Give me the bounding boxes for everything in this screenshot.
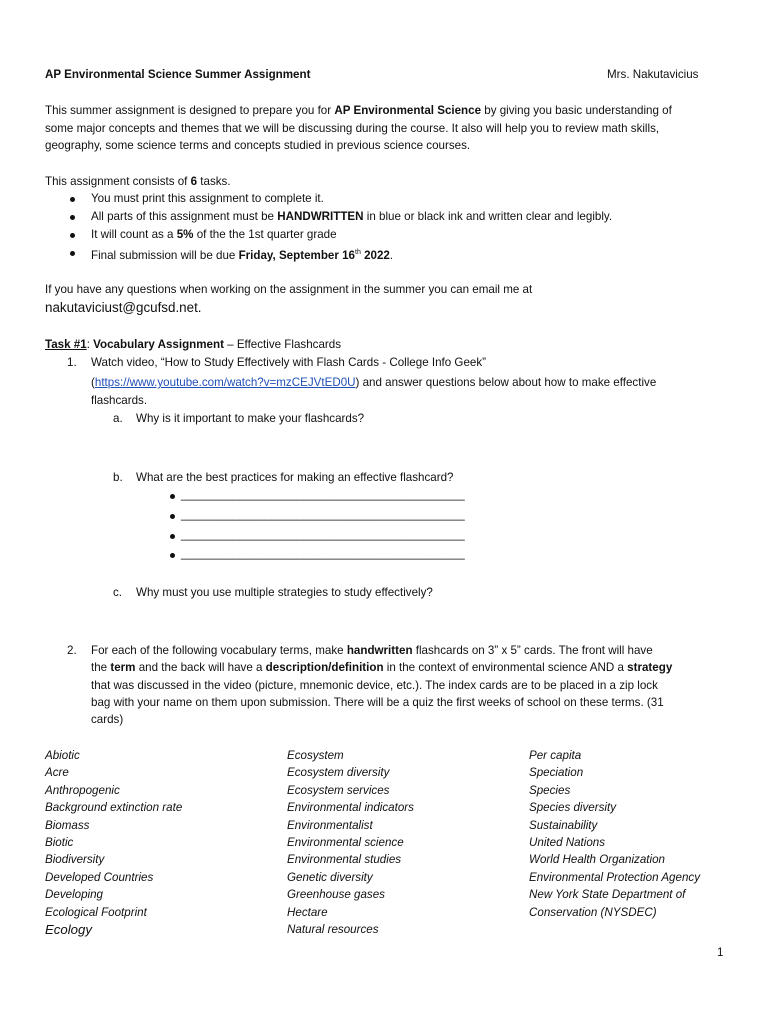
item2-line-2: [91, 659, 672, 677]
bullet-icon: [70, 215, 75, 220]
bullet-text: It will count as a: [91, 228, 177, 241]
vocab-term: Ecosystem services: [287, 783, 390, 797]
vocab-term: Environmental indicators: [287, 801, 414, 815]
intro-text: by giving you basic understanding of: [481, 104, 672, 117]
vocab-term: Ecology: [45, 921, 92, 937]
vocab-term: United Nations: [529, 835, 606, 849]
vocab-term: Ecological Footprint: [45, 905, 147, 919]
vocab-term: Developed Countries: [45, 870, 154, 884]
paren: (: [91, 376, 95, 389]
vocab-term: Environmental studies: [287, 853, 402, 867]
tasks-text: tasks.: [197, 175, 231, 188]
bullet-print: You must print this assignment to complete it.: [91, 192, 324, 205]
item2-line-1: [91, 642, 653, 660]
item1-number: 1.: [67, 356, 77, 369]
vocab-term: Environmentalist: [287, 818, 373, 832]
item2-emphasis: term: [110, 661, 136, 674]
vocab-term: Hectare: [287, 905, 328, 919]
bullet-icon: [170, 534, 175, 539]
bullet-due-date: [91, 244, 393, 264]
task1-heading: [45, 336, 341, 354]
item2-line-3: that was discussed in the video (picture, mnemonic device, etc.). The index cards are to be placed in a zip lock: [91, 679, 658, 692]
item2-number: 2.: [67, 644, 77, 657]
answer-blank-4[interactable]: ____________________________________________: [181, 547, 465, 560]
item2-line-5: cards): [91, 713, 124, 726]
vocab-column-1: [45, 747, 182, 938]
vocab-term: Conservation (NYSDEC): [529, 905, 657, 919]
question-c: Why must you use multiple strategies to study effectively?: [136, 586, 433, 599]
item1-line-2: [91, 374, 656, 392]
teacher-name: Mrs. Nakutavicius: [607, 68, 699, 81]
bullet-text: Final submission will be due: [91, 248, 239, 262]
vocab-term: Per capita: [529, 749, 582, 762]
item2-text: the: [91, 661, 111, 674]
question-a-label: a.: [113, 412, 123, 425]
bullet-icon: [170, 494, 175, 499]
vocab-term: Abiotic: [45, 749, 80, 762]
bullet-text: in blue or black ink and written clear and legibly.: [363, 210, 613, 223]
vocab-term: Genetic diversity: [287, 870, 373, 884]
intro-line-2: some major concepts and themes that we will be discussing during the course. It also will help you to review math skills,: [45, 122, 660, 135]
teacher-email[interactable]: nakutaviciust@gcufsd.net.: [45, 300, 202, 315]
bullet-handwritten: [91, 208, 612, 226]
intro-line-3: geography, some science terms and concepts studied in previous science courses.: [45, 139, 471, 152]
answer-blank-2[interactable]: ____________________________________________: [181, 508, 465, 521]
bullet-icon: [170, 514, 175, 519]
item2-emphasis: strategy: [627, 661, 673, 674]
item2-text: flashcards on 3” x 5” cards. The front will have: [412, 644, 653, 657]
item1-line-1: Watch video, “How to Study Effectively with Flash Cards - College Info Geek”: [91, 356, 486, 369]
question-b-label: b.: [113, 471, 123, 484]
item2-text: For each of the following vocabulary terms, make: [91, 644, 347, 657]
bullet-grade: [91, 226, 337, 244]
page-number: 1: [717, 946, 724, 959]
vocab-column-2: [287, 747, 414, 938]
vocab-term: Natural resources: [287, 922, 379, 936]
question-c-label: c.: [113, 586, 123, 599]
item2-emphasis: handwritten: [346, 644, 413, 657]
vocab-term: Environmental science: [287, 835, 404, 849]
bullet-emphasis: HANDWRITTEN: [277, 210, 364, 223]
vocab-term: Background extinction rate: [45, 801, 183, 815]
task-label: Task #1: [45, 338, 87, 351]
due-date: Friday, September 16: [238, 248, 355, 262]
tasks-count: [45, 173, 231, 191]
vocab-term: New York State Department of: [529, 888, 686, 902]
bullet-text: .: [389, 248, 394, 262]
vocab-term: Biotic: [45, 835, 74, 849]
item2-text: in the context of environmental science AND a: [383, 661, 628, 674]
course-name: AP Environmental Science: [334, 104, 482, 117]
item2-line-4: bag with your name on them upon submission. There will be a quiz the first weeks of school on these terms. (31: [91, 696, 664, 709]
due-date-suffix: th: [355, 249, 361, 256]
video-link[interactable]: https://www.youtube.com/watch?v=mzCEJVtED0U: [94, 376, 356, 389]
bullet-icon: [70, 233, 75, 238]
vocab-term: Acre: [45, 766, 69, 780]
answer-blank-1[interactable]: ____________________________________________: [181, 488, 465, 501]
bullet-icon: [170, 553, 175, 558]
bullet-text: of the the 1st quarter grade: [193, 228, 337, 241]
tasks-number: 6: [190, 175, 198, 188]
intro-text: This summer assignment is designed to prepare you for: [45, 104, 335, 117]
item1-line-3: flashcards.: [91, 394, 148, 407]
bullet-text: All parts of this assignment must be: [91, 210, 278, 223]
vocab-term: Sustainability: [529, 818, 598, 832]
bullet-icon: [70, 251, 75, 256]
answer-blank-3[interactable]: ____________________________________________: [181, 528, 465, 541]
bullet-icon: [70, 197, 75, 202]
task-name: Vocabulary Assignment: [93, 338, 224, 351]
task-colon: :: [86, 338, 94, 351]
tasks-text: This assignment consists of: [45, 175, 191, 188]
question-b: What are the best practices for making an effective flashcard?: [136, 471, 454, 484]
vocab-term: Developing: [45, 888, 104, 902]
vocab-term: Biodiversity: [45, 853, 105, 867]
bullet-emphasis: 5%: [176, 228, 194, 241]
vocab-term: Biomass: [45, 818, 90, 832]
item2-text: and the back will have a: [135, 661, 266, 674]
item1-text: ) and answer questions below about how to make effective: [355, 376, 657, 389]
vocab-term: Anthropogenic: [45, 783, 120, 797]
item2-emphasis: description/definition: [265, 661, 384, 674]
intro-line-1: [45, 102, 672, 120]
vocab-term: Environmental Protection Agency: [529, 870, 700, 884]
vocab-term: Species diversity: [529, 801, 616, 815]
vocab-column-3: [529, 747, 700, 921]
questions-text: If you have any questions when working on the assignment in the summer you can email me at: [45, 283, 533, 296]
due-year: 2022: [360, 248, 390, 262]
vocab-term: Ecosystem: [287, 749, 344, 762]
vocab-term: World Health Organization: [529, 853, 665, 867]
question-a: Why is it important to make your flashcards?: [136, 412, 365, 425]
task-subtitle: – Effective Flashcards: [223, 338, 342, 351]
vocab-term: Ecosystem diversity: [287, 766, 390, 780]
vocab-term: Species: [529, 783, 571, 797]
vocab-term: Speciation: [529, 766, 584, 780]
vocab-term: Greenhouse gases: [287, 888, 385, 902]
assignment-title: AP Environmental Science Summer Assignment: [45, 68, 311, 81]
